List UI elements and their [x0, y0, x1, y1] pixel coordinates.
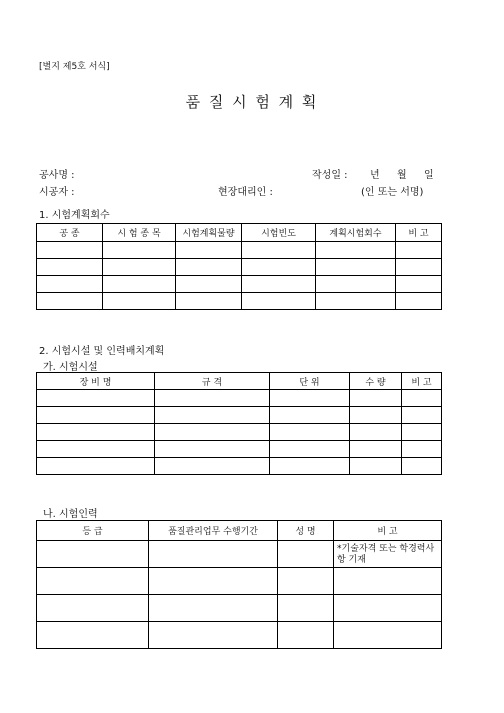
table-cell [103, 293, 176, 310]
table-row [37, 390, 442, 407]
table-cell [37, 622, 149, 649]
table-cell [103, 259, 176, 276]
table-cell [396, 293, 442, 310]
column-header: 단 위 [270, 373, 350, 390]
table-cell [270, 407, 350, 424]
table-cell [176, 259, 242, 276]
table-row [37, 276, 442, 293]
table-cell [103, 242, 176, 259]
table-cell [155, 424, 270, 441]
table-cell [37, 259, 103, 276]
table-cell [37, 276, 103, 293]
date-label: 작성일 : [312, 170, 348, 181]
year-label: 년 [370, 170, 380, 181]
table-cell [316, 259, 396, 276]
column-header: 성 명 [278, 521, 334, 541]
table-cell [242, 242, 316, 259]
personnel-heading: 나. 시험인력 [43, 509, 98, 520]
table-cell [278, 568, 334, 595]
table-cell [402, 390, 442, 407]
table-cell [396, 259, 442, 276]
table-row [37, 441, 442, 458]
table-cell [278, 595, 334, 622]
personnel-table [36, 520, 442, 649]
table-cell [176, 242, 242, 259]
table-cell [242, 259, 316, 276]
column-header: 장 비 명 [37, 373, 155, 390]
facilities-table [36, 372, 442, 475]
table-cell [334, 595, 442, 622]
column-header: 시험계획물량 [176, 224, 242, 242]
table-cell [149, 568, 278, 595]
table-cell [37, 458, 155, 475]
table-cell [155, 407, 270, 424]
column-header: 시 험 종 목 [103, 224, 176, 242]
page-title: 품 질 시 험 계 획 [185, 93, 319, 111]
table-cell [270, 458, 350, 475]
table-cell [37, 541, 149, 568]
test-plan-table [36, 223, 442, 310]
site-agent-label: 현장대리인 : [218, 187, 273, 198]
table-cell [278, 622, 334, 649]
table-cell [155, 441, 270, 458]
table-cell [316, 276, 396, 293]
table-header-row [37, 373, 442, 390]
table-cell [242, 293, 316, 310]
table-cell [37, 407, 155, 424]
table-row [37, 424, 442, 441]
table-cell [350, 407, 402, 424]
column-header: 공 종 [37, 224, 103, 242]
remarks-note: *기술자격 또는 학경력사항 기재 [334, 541, 442, 568]
table-cell [402, 458, 442, 475]
table-cell [396, 276, 442, 293]
table-cell [334, 568, 442, 595]
table-cell [37, 595, 149, 622]
table-row [37, 595, 442, 622]
table-row [37, 568, 442, 595]
column-header: 수 량 [350, 373, 402, 390]
column-header: 비 고 [334, 521, 442, 541]
table-cell [103, 276, 176, 293]
table-cell [316, 242, 396, 259]
column-header: 시험빈도 [242, 224, 316, 242]
table-cell [402, 424, 442, 441]
table-cell [149, 541, 278, 568]
column-header: 계획시험회수 [316, 224, 396, 242]
table-cell [37, 293, 103, 310]
table-cell [176, 276, 242, 293]
table-cell [270, 441, 350, 458]
table-row [37, 293, 442, 310]
table-cell [37, 424, 155, 441]
section1-heading: 1. 시험계획회수 [39, 210, 110, 221]
table-cell [278, 541, 334, 568]
table-row [37, 242, 442, 259]
table-cell [37, 441, 155, 458]
facilities-heading: 가. 시험시설 [43, 362, 98, 373]
table-cell [37, 242, 103, 259]
column-header: 규 격 [155, 373, 270, 390]
table-cell [242, 276, 316, 293]
table-cell [155, 390, 270, 407]
form-number: [별지 제5호 서식] [39, 62, 110, 72]
table-cell [350, 390, 402, 407]
table-cell [149, 595, 278, 622]
seal-label: (인 또는 서명) [361, 187, 424, 198]
table-header-row [37, 521, 442, 541]
table-cell [316, 293, 396, 310]
table-cell [270, 390, 350, 407]
table-cell [270, 424, 350, 441]
table-cell [176, 293, 242, 310]
day-label: 일 [424, 170, 434, 181]
contractor-label: 시공자 : [39, 187, 75, 198]
table-row [37, 622, 442, 649]
column-header: 등 급 [37, 521, 149, 541]
table-cell [402, 441, 442, 458]
table-cell [37, 390, 155, 407]
column-header: 비 고 [396, 224, 442, 242]
column-header: 비 고 [402, 373, 442, 390]
table-cell [396, 242, 442, 259]
table-cell [402, 407, 442, 424]
table-cell [350, 424, 402, 441]
section2-heading: 2. 시험시설 및 인력배치계획 [39, 346, 165, 357]
table-cell [37, 568, 149, 595]
table-cell [334, 622, 442, 649]
table-row [37, 407, 442, 424]
column-header: 품질관리업무 수행기간 [149, 521, 278, 541]
month-label: 월 [397, 170, 407, 181]
project-name-label: 공사명 : [39, 170, 75, 181]
table-cell [155, 458, 270, 475]
table-cell [350, 441, 402, 458]
table-cell [350, 458, 402, 475]
table-row [37, 458, 442, 475]
table-cell [149, 622, 278, 649]
table-header-row [37, 224, 442, 242]
table-row [37, 259, 442, 276]
table-row [37, 541, 442, 568]
